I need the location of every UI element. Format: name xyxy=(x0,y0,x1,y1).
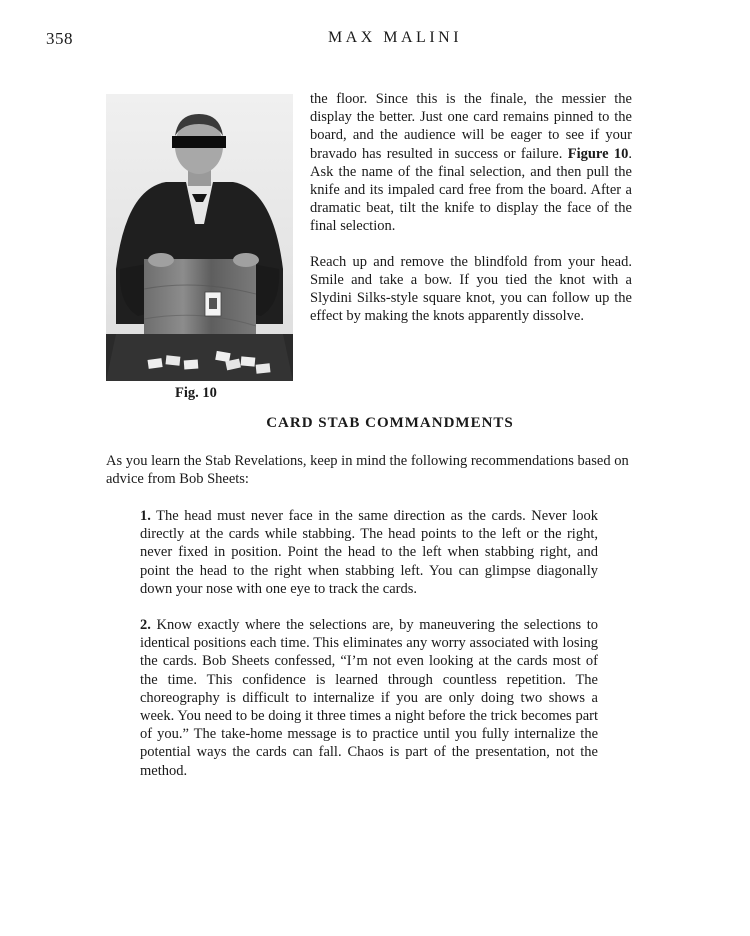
running-head: MAX MALINI xyxy=(327,29,463,46)
section-heading: CARD STAB COMMANDMENTS xyxy=(266,415,514,431)
side-paragraph-2: Reach up and remove the blindfold from your head. Smile and take a bow. If you tied the knot with a Slydini Silks-style square knot, you can follow up the effect by making the knots apparently dissolve. xyxy=(310,253,632,325)
commandment-number: 1. xyxy=(140,508,151,524)
figure-caption: Fig. 10 xyxy=(175,385,217,401)
side-paragraph-1-text-b: . Ask the name of the final selection, and then pull the knife and its impaled card free from the board. After a dramatic beat, tilt the knife to display the face of the final selection. xyxy=(310,145,633,235)
figure-reference: Figure 10 xyxy=(567,145,629,162)
side-paragraph-1-text-a: the floor. Since this is the finale, the messier the display the better. Just one card remains pinned to the board, and the audience will be eager to see if your bravado has resulted in success or failure. xyxy=(310,91,632,162)
side-paragraph-1 xyxy=(310,90,632,236)
blindfolded-performer-photo xyxy=(106,94,293,381)
commandment-number: 2. xyxy=(140,617,151,634)
commandments-list xyxy=(140,507,598,798)
commandment-item xyxy=(140,616,598,780)
section-intro: As you learn the Stab Revelations, keep in mind the following recommendations based on advice from Bob Sheets: xyxy=(106,453,629,488)
commandment-text: The head must never face in the same direction as the cards. Never look directly at the cards while stabbing. The head points to the left or the right, never fixed in position. Point the head to the left when stabbing right, and point the head to the right when stabbing left. You can glimpse diagonally down your nose with one eye to track the cards. xyxy=(140,508,598,597)
page-number: 358 xyxy=(46,29,73,48)
commandment-item xyxy=(140,507,598,598)
side-column xyxy=(310,90,632,342)
commandment-text: Know exactly where the selections are, by maneuvering the selections to identical positions each time. This eliminates any worry associated with losing the cards. Bob Sheets confessed, “I’m not even looking at the cards most of the time. This confidence is learned through countless repetition. The choreography is difficult to internalize if you are only doing two shows a week. You need to be doing it three times a night before the trick becomes part of you.” The take-home message is to practice until you fully internalize the potential ways the cards can fall. Chaos is part of the presentation, not the method. xyxy=(140,617,598,779)
figure-10-photo xyxy=(106,94,293,381)
